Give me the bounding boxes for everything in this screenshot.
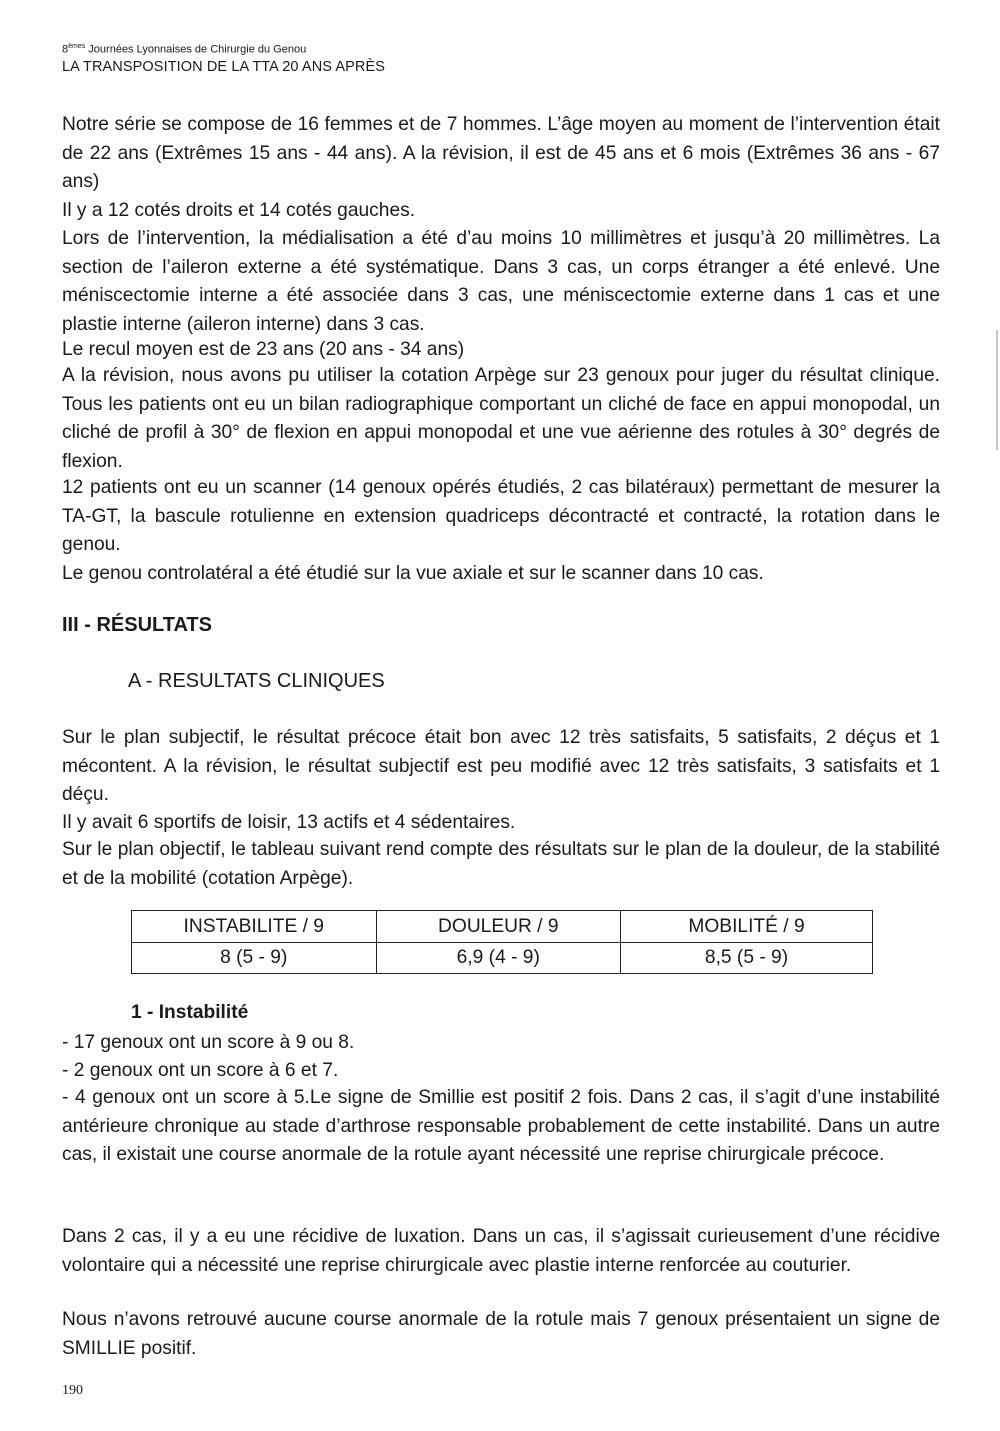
paragraph-intervention: Lors de l’intervention, la médialisation a été d’au moins 10 millimètres et jusqu’à 20 millimètres. La section de l’aileron externe a été systématique. Dans 3 cas, un corps étranger a été enlevé. Une méniscectomie interne a été associée dans 3 cas, une méniscectomie externe dans 1 cas et une plastie interne (aileron interne) dans 3 cas. bbox=[62, 228, 940, 335]
list-item: - 2 genoux ont un score à 6 et 7. bbox=[62, 1060, 339, 1081]
paragraph-objective: Sur le plan objectif, le tableau suivant rend compte des résultats sur le plan de la douleur, de la stabilité et de la mobilité (cotation Arpège). bbox=[62, 839, 940, 889]
running-header bbox=[62, 38, 385, 76]
book-title: LA TRANSPOSITION DE LA TTA 20 ANS APRÈS bbox=[62, 58, 386, 75]
paragraph-revision: A la révision, nous avons pu utiliser la cotation Arpège sur 23 genoux pour juger du résultat clinique. Tous les patients ont eu un bilan radiographique comportant un cliché de face en appui monopodal, un cliché de profil à 30° de flexion en appui monopodal et une vue aérienne des rotules à 30° degrés de flexion. bbox=[62, 365, 940, 472]
list-item: - 4 genoux ont un score à 5.Le signe de Smillie est positif 2 fois. Dans 2 cas, il s’agit d’une instabilité antérieure chronique au stade d’arthrose responsable probablement de cette instabilité. Dans un autre cas, il existait une course anormale de la rotule ayant nécessité une reprise chirurgicale précoce. bbox=[62, 1087, 940, 1166]
paragraph-recurrence: Dans 2 cas, il y a eu une récidive de luxation. Dans un cas, il s’agissait curieusement d’une récidive volontaire qui a nécessité une reprise chirurgicale avec plastie interne renforcée au couturier. bbox=[62, 1226, 940, 1276]
table-header-cell: INSTABILITE / 9 bbox=[132, 911, 377, 943]
scan-edge bbox=[996, 330, 998, 450]
paragraph-follow-up: Le recul moyen est de 23 ans (20 ans - 34 ans) bbox=[62, 339, 465, 360]
instability-heading: 1 - Instabilité bbox=[131, 1002, 249, 1023]
paragraph-activity: Il y avait 6 sportifs de loisir, 13 actifs et 4 sédentaires. bbox=[62, 812, 516, 833]
table-header-cell: DOULEUR / 9 bbox=[376, 911, 621, 943]
table-header-row bbox=[132, 911, 873, 943]
paragraph-smillie: Nous n’avons retrouvé aucune course anormale de la rotule mais 7 genoux présentaient un signe de SMILLIE positif. bbox=[62, 1309, 940, 1359]
table-cell: 6,9 (4 - 9) bbox=[376, 943, 621, 974]
table-header-cell: MOBILITÉ / 9 bbox=[621, 911, 873, 943]
paragraph-series: Notre série se compose de 16 femmes et de 7 hommes. L’âge moyen au moment de l’intervention était de 22 ans (Extrêmes 15 ans - 44 ans). A la révision, il est de 45 ans et 6 mois (Extrêmes 36 ans - 67 ans) bbox=[62, 114, 940, 193]
section-heading: III - RÉSULTATS bbox=[62, 614, 212, 636]
list-item: - 17 genoux ont un score à 9 ou 8. bbox=[62, 1032, 355, 1053]
table-row bbox=[132, 943, 873, 974]
table-cell: 8,5 (5 - 9) bbox=[621, 943, 873, 974]
paragraph-subjective: Sur le plan subjectif, le résultat précoce était bon avec 12 très satisfaits, 5 satisfaits, 2 déçus et 1 mécontent. A la révision, le résultat subjectif est peu modifié avec 12 très satisfaits, 3 satisfaits et 1 déçu. bbox=[62, 727, 940, 806]
paragraph-contralateral: Le genou controlatéral a été étudié sur la vue axiale et sur le scanner dans 10 cas. bbox=[62, 563, 764, 584]
page-number: 190 bbox=[62, 1383, 83, 1398]
paragraph-scanner: 12 patients ont eu un scanner (14 genoux opérés étudiés, 2 cas bilatéraux) permettant de mesurer la TA-GT, la bascule rotulienne en extension quadriceps décontracté et contracté, la rotation dans le genou. bbox=[62, 477, 940, 556]
series-title: 8èmes Journées Lyonnaises de Chirurgie du Genou bbox=[62, 43, 307, 56]
results-table bbox=[131, 910, 873, 974]
subsection-heading: A - RESULTATS CLINIQUES bbox=[128, 670, 385, 692]
paragraph-sides: Il y a 12 cotés droits et 14 cotés gauches. bbox=[62, 200, 416, 221]
table-cell: 8 (5 - 9) bbox=[132, 943, 377, 974]
